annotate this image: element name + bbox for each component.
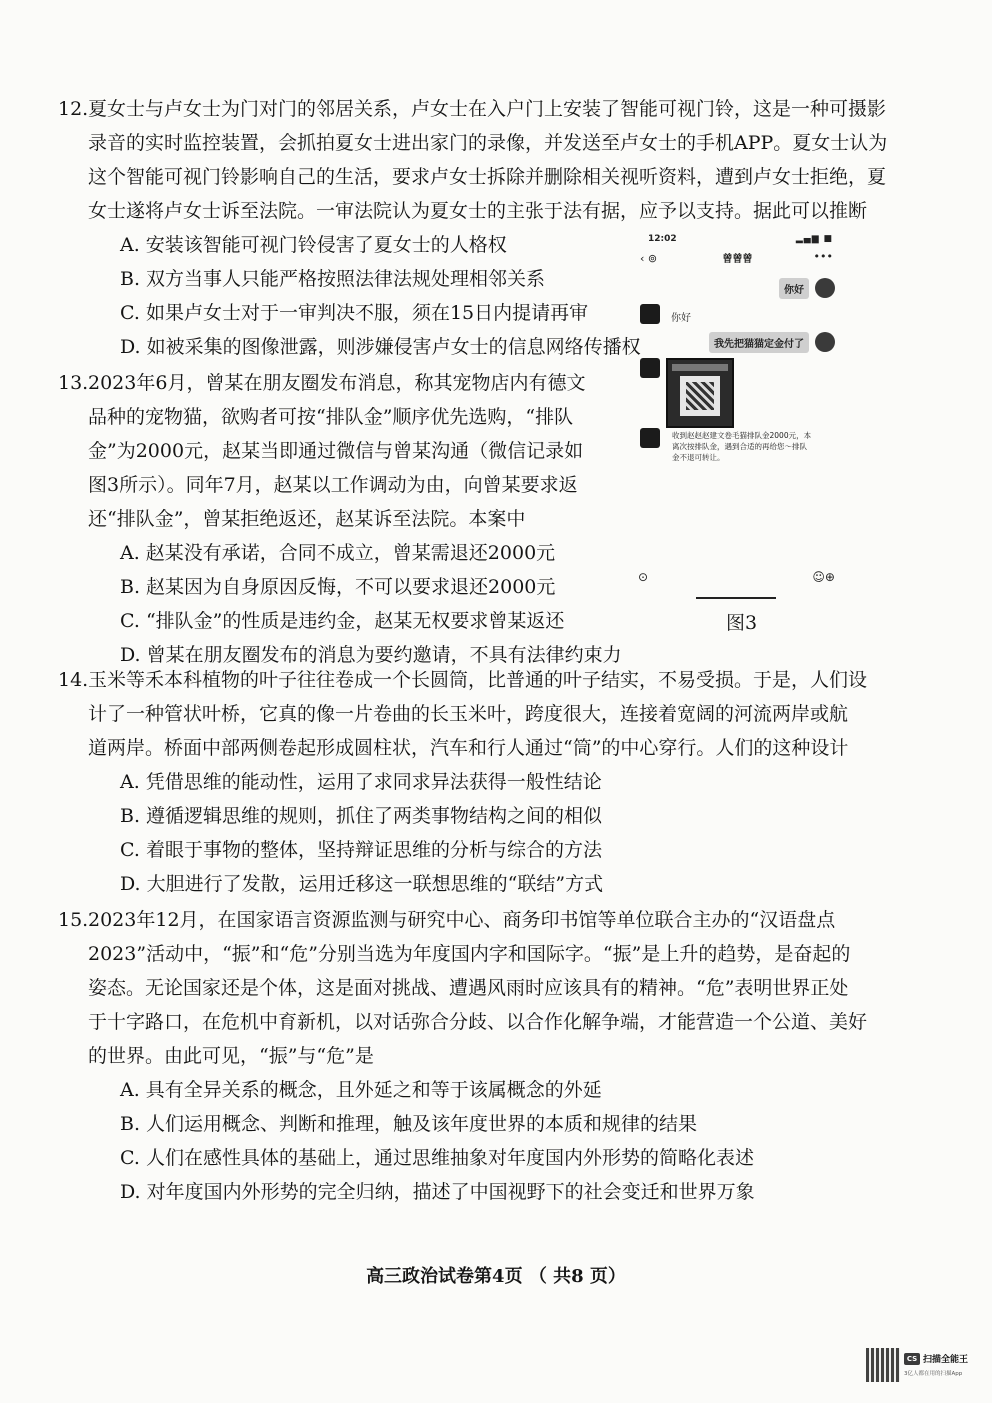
question-13-line-2: 品种的宠物猫，欲购者可按“排队金”顺序优先选购，“排队 [88,406,574,428]
scanner-tagline: 3亿人都在用的扫描App [904,1371,963,1377]
question-12-line-1: 12.夏女士与卢女士为门对门的邻居关系，卢女士在入户门上安装了智能可视门铃，这是一种可摄影 [88,92,887,126]
question-13-line-1: 13.2023年6月，曾某在朋友圈发布消息，称其宠物店内有德文 [88,366,622,400]
question-15-line-1: 15.2023年12月，在国家语言资源监测与研究中心、商务印书馆等单位联合主办的“汉语盘点 [88,903,867,937]
question-15-line-5: 的世界。由此可见，“振”与“危”是 [88,1045,374,1067]
question-15-line-4: 于十字路口，在危机中育新机，以对话弥合分歧、以合作化解争端，才能营造一个公道、美好 [88,1011,868,1033]
question-14-line-2: 计了一种管状叶桥，它真的像一片卷曲的长玉米叶，跨度很大，连接着宽阔的河流两岸或航 [88,703,849,725]
question-number: 14. [58,669,89,691]
question-13-line-5: 还“排队金”，曾某拒绝返还，赵某诉至法院。本案中 [88,508,526,530]
page-footer: 高三政治试卷第4页 （ 共8 页） [366,1266,626,1287]
option-a: A. 安装该智能可视门铃侵害了夏女士的人格权 [120,234,507,256]
qr-code-icon [680,376,720,416]
option-d: D. 对年度国内外形势的完全归纳，描述了中国视野下的社会变迁和世界万象 [120,1181,755,1203]
scanner-watermark [866,1348,972,1388]
signal-icon: ▂▄▆ ■ [795,234,833,244]
avatar-icon [815,332,835,352]
question-15 [58,903,868,1209]
avatar-icon [815,278,835,298]
avatar-icon [640,358,660,378]
question-15-line-2: 2023”活动中，“振”和“危”分别当选为年度国内字和国际字。“振”是上升的趋势，是奋起的 [88,943,851,965]
figure-caption: 图3 [726,612,758,634]
more-icon: ••• [813,250,833,263]
option-d: D. 如被采集的图像泄露，则涉嫌侵害卢女士的信息网络传播权 [120,336,641,358]
chat-bubble-outgoing: 你好 [779,278,809,299]
avatar-icon [640,304,660,324]
question-14-line-1: 14.玉米等禾本科植物的叶子往往卷成一个长圆筒，比普通的叶子结实，不易受损。于是，人们设 [88,663,867,697]
option-c: C. “排队金”的性质是违约金，赵某无权要求曾某返还 [120,610,565,632]
scanner-app-name: 扫描全能王 [923,1355,969,1365]
question-12-line-3: 这个智能可视门铃影响自己的生活，要求卢女士拆除并删除相关视听资料，遭到卢女士拒绝，夏 [88,166,887,188]
emoji-plus-icon: ☺⊕ [812,570,835,584]
status-time: 12:02 [648,234,677,244]
option-c: C. 着眼于事物的整体，坚持辩证思维的分析与综合的方法 [120,839,602,861]
chat-bubble-outgoing: 我先把猫猫定金付了 [709,332,809,353]
chat-contact-name: 曾曾曾 [722,254,753,265]
voice-icon: ⊙ [638,570,649,584]
option-a: A. 凭借思维的能动性，运用了求同求异法获得一般性结论 [120,771,602,793]
question-13-line-4: 图3所示）。同年7月，赵某以工作调动为由，向曾某要求返 [88,474,578,496]
option-c: C. 人们在感性具体的基础上，通过思维抽象对年度国内外形势的简略化表述 [120,1147,754,1169]
question-12-line-2: 录音的实时监控装置，会抓拍夏女士进出家门的录像，并发送至卢女士的手机APP。夏女士认为 [88,132,888,154]
question-12-line-4: 女士遂将卢女士诉至法院。一审法院认为夏女士的主张于法有据，应予以支持。据此可以推断 [88,200,868,222]
option-b: B. 遵循逻辑思维的规则，抓住了两类事物结构之间的相似 [120,805,603,827]
option-a: A. 赵某没有承诺，合同不成立，曾某需退还2000元 [120,542,556,564]
qr-card-header [672,364,728,371]
avatar-icon [640,428,660,448]
question-number: 13. [58,372,89,394]
question-15-line-3: 姿态。无论国家还是个体，这是面对挑战、遭遇风雨时应该具有的精神。“危”表明世界正处 [88,977,849,999]
home-indicator [696,597,776,599]
question-14-line-3: 道两岸。桥面中部两侧卷起形成圆柱状，汽车和行人通过“筒”的中心穿行。人们的这种设计 [88,737,849,759]
option-d: D. 曾某在朋友圈发布的消息为要约邀请，不具有法律约束力 [120,644,622,666]
chat-bubble-incoming: 你好 [671,313,691,324]
question-number: 12. [58,98,89,120]
payment-qr-card [666,358,734,428]
option-b: B. 双方当事人只能严格按照法律法规处理相邻关系 [120,268,546,290]
option-b: B. 赵某因为自身原因反悔，不可以要求退还2000元 [120,576,556,598]
scanner-logo: CS [904,1353,920,1365]
qr-code-icon [866,1348,900,1382]
option-d: D. 大胆进行了发散，运用迁移这一联想思维的“联结”方式 [120,873,604,895]
option-c: C. 如果卢女士对于一审判决不服，须在15日内提请再审 [120,302,589,324]
question-14 [58,663,868,901]
question-number: 15. [58,909,89,931]
question-13 [58,366,622,672]
back-icon: ‹ ⊚ [640,252,658,265]
option-b: B. 人们运用概念、判断和推理，触及该年度世界的本质和规律的结果 [120,1113,698,1135]
chat-screenshot-figure [630,228,845,603]
chat-bubble-incoming: 收到赵赵赵建文卷毛猫排队金2000元，本离次按排队金，遇到合适的再给您～排队金不退可转让。 [672,431,812,462]
question-13-line-3: 金”为2000元，赵某当即通过微信与曾某沟通（微信记录如 [88,440,584,462]
option-a: A. 具有全异关系的概念，且外延之和等于该属概念的外延 [120,1079,602,1101]
